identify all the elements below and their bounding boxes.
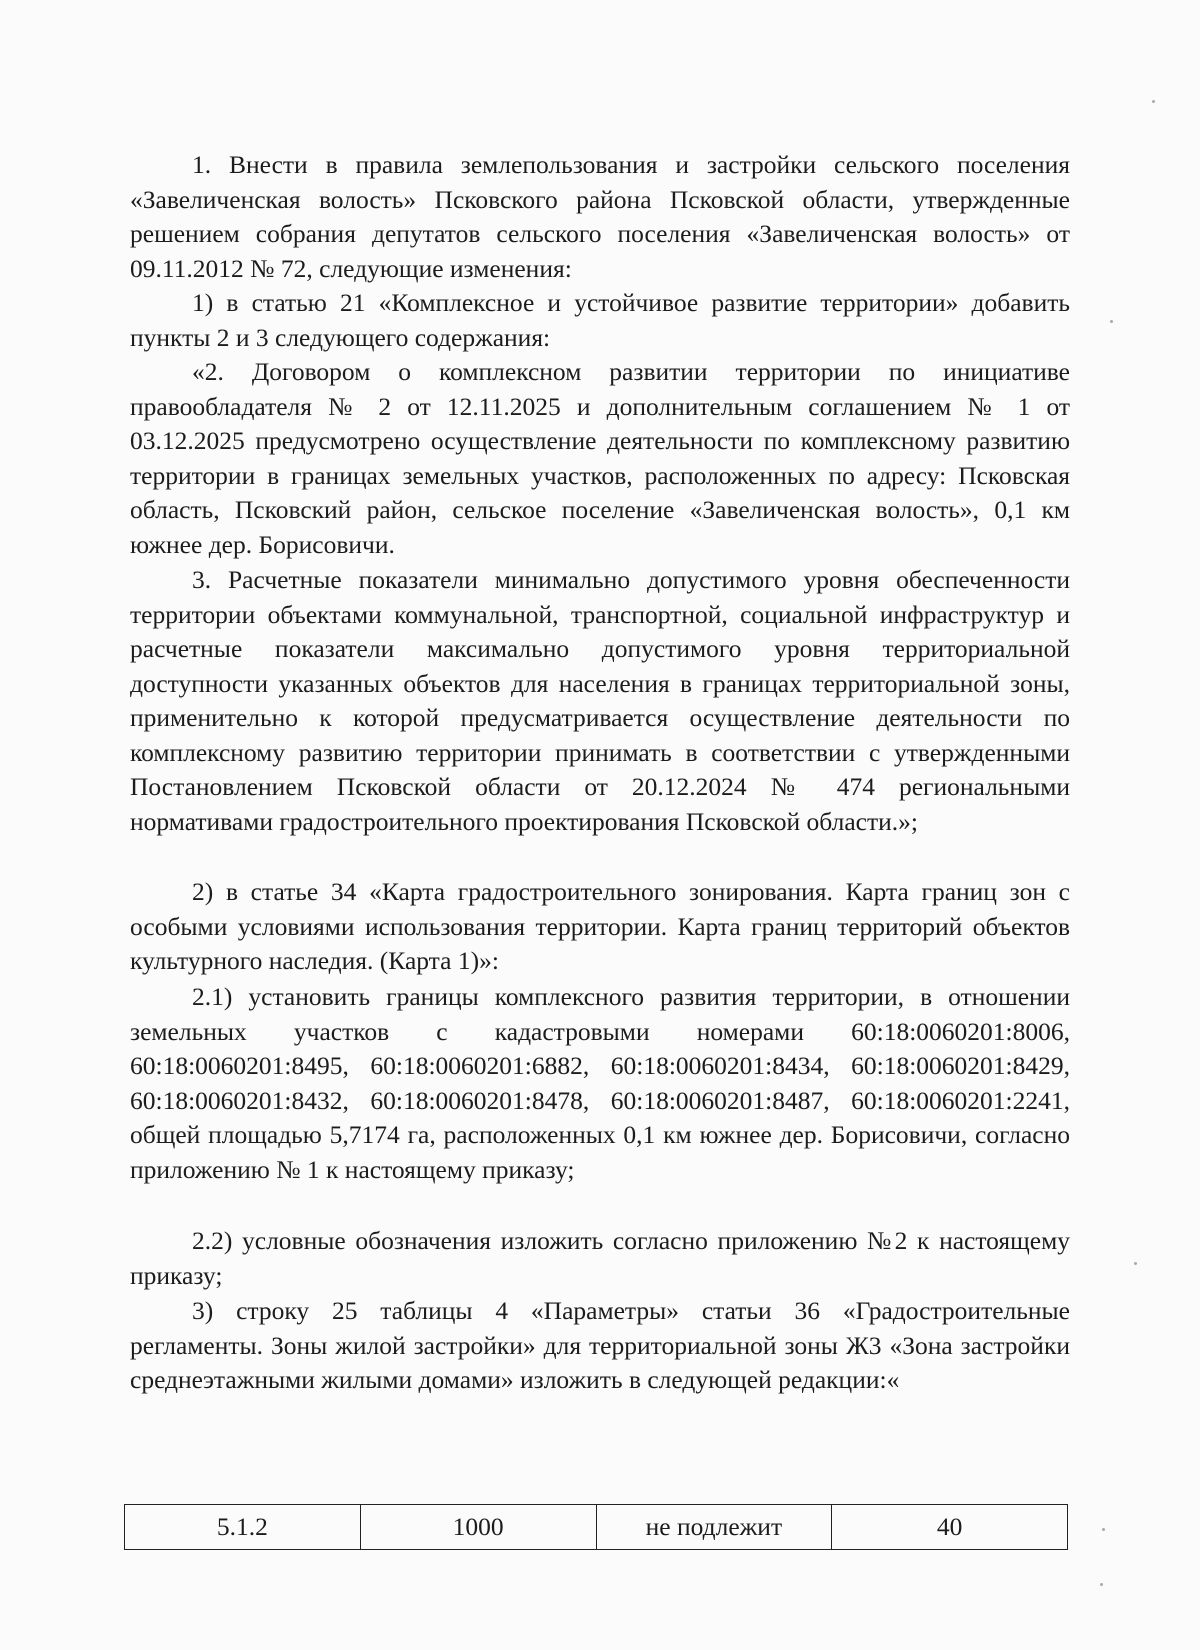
paragraph-6: 2.1) установить границы комплексного развития территории, в отношении земельных участков с кадастровыми номерами 60:18:0060201:8006, 60:18:0060201:8495, 60:18:0060201:6882, 60:18:0060201:8434, 60:18:0060201:8429, 60:18:0060201:8432, 60:18:0060201:8478, 60:18:0060201:8487, 60:18:0060201:2241, общей площадью 5,7174 га, расположенных 0,1 км южнее дер. Борисовичи, согласно приложению № 1 к настоящему приказу; xyxy=(130,982,1070,1184)
scan-speck xyxy=(1100,1583,1103,1586)
paragraph-5: 2) в статье 34 «Карта градостроительного зонирования. Карта границ зон с особыми условиями использования территории. Карта границ территорий объектов культурного наследия. (Карта 1)»: xyxy=(130,877,1070,975)
table-cell: 5.1.2 xyxy=(125,1505,361,1549)
paragraph-7: 2.2) условные обозначения изложить согласно приложению №2 к настоящему приказу; xyxy=(130,1226,1070,1290)
scan-speck xyxy=(1102,1528,1105,1531)
parameters-table-row xyxy=(124,1504,1068,1550)
table-cell: 40 xyxy=(936,1512,963,1541)
paragraph-2: 1) в статью 21 «Комплексное и устойчивое развитие территории» добавить пункты 2 и 3 следующего содержания: xyxy=(130,288,1070,352)
table-cell: 1000 xyxy=(361,1505,597,1549)
paragraph-8: 3) строку 25 таблицы 4 «Параметры» статьи 36 «Градостроительные регламенты. Зоны жилой застройки» для территориальной зоны Ж3 «Зона застройки среднеэтажными жилыми домами» изложить в следующей редакции:« xyxy=(130,1296,1070,1394)
scan-speck xyxy=(1110,320,1113,323)
table-cell: не подлежит xyxy=(597,1505,833,1549)
paragraph-4: 3. Расчетные показатели минимально допустимого уровня обеспеченности территории объектами коммунальной, транспортной, социальной инфраструктур и расчетные показатели максимально допустимого уровня территориальной доступности указанных объектов для населения в границах территориальной зоны, применительно к которой предусматривается осуществление деятельности по комплексному развитию территории принимать в соответствии с утвержденными Постановлением Псковской области от 20.12.2024 № 474 региональными нормативами градостроительного проектирования Псковской области.»; xyxy=(130,565,1070,836)
paragraph-1: 1. Внести в правила землепользования и застройки сельского поселения «Завеличенская волость» Псковского района Псковской области, утвержденные решением собрания депутатов сельского поселения «Завеличенская волость» от 09.11.2012 № 72, следующие изменения: xyxy=(130,150,1070,283)
paragraph-3: «2. Договором о комплексном развитии территории по инициативе правообладателя № 2 от 12.11.2025 и дополнительным соглашением № 1 от 03.12.2025 предусмотрено осуществление деятельности по комплексному развитию территории в границах земельных участков, расположенных по адресу: Псковская область, Псковский район, сельское поселение «Завеличенская волость», 0,1 км южнее дер. Борисовичи. xyxy=(130,357,1070,559)
scan-speck xyxy=(1152,100,1155,103)
scan-speck xyxy=(1134,1262,1137,1265)
